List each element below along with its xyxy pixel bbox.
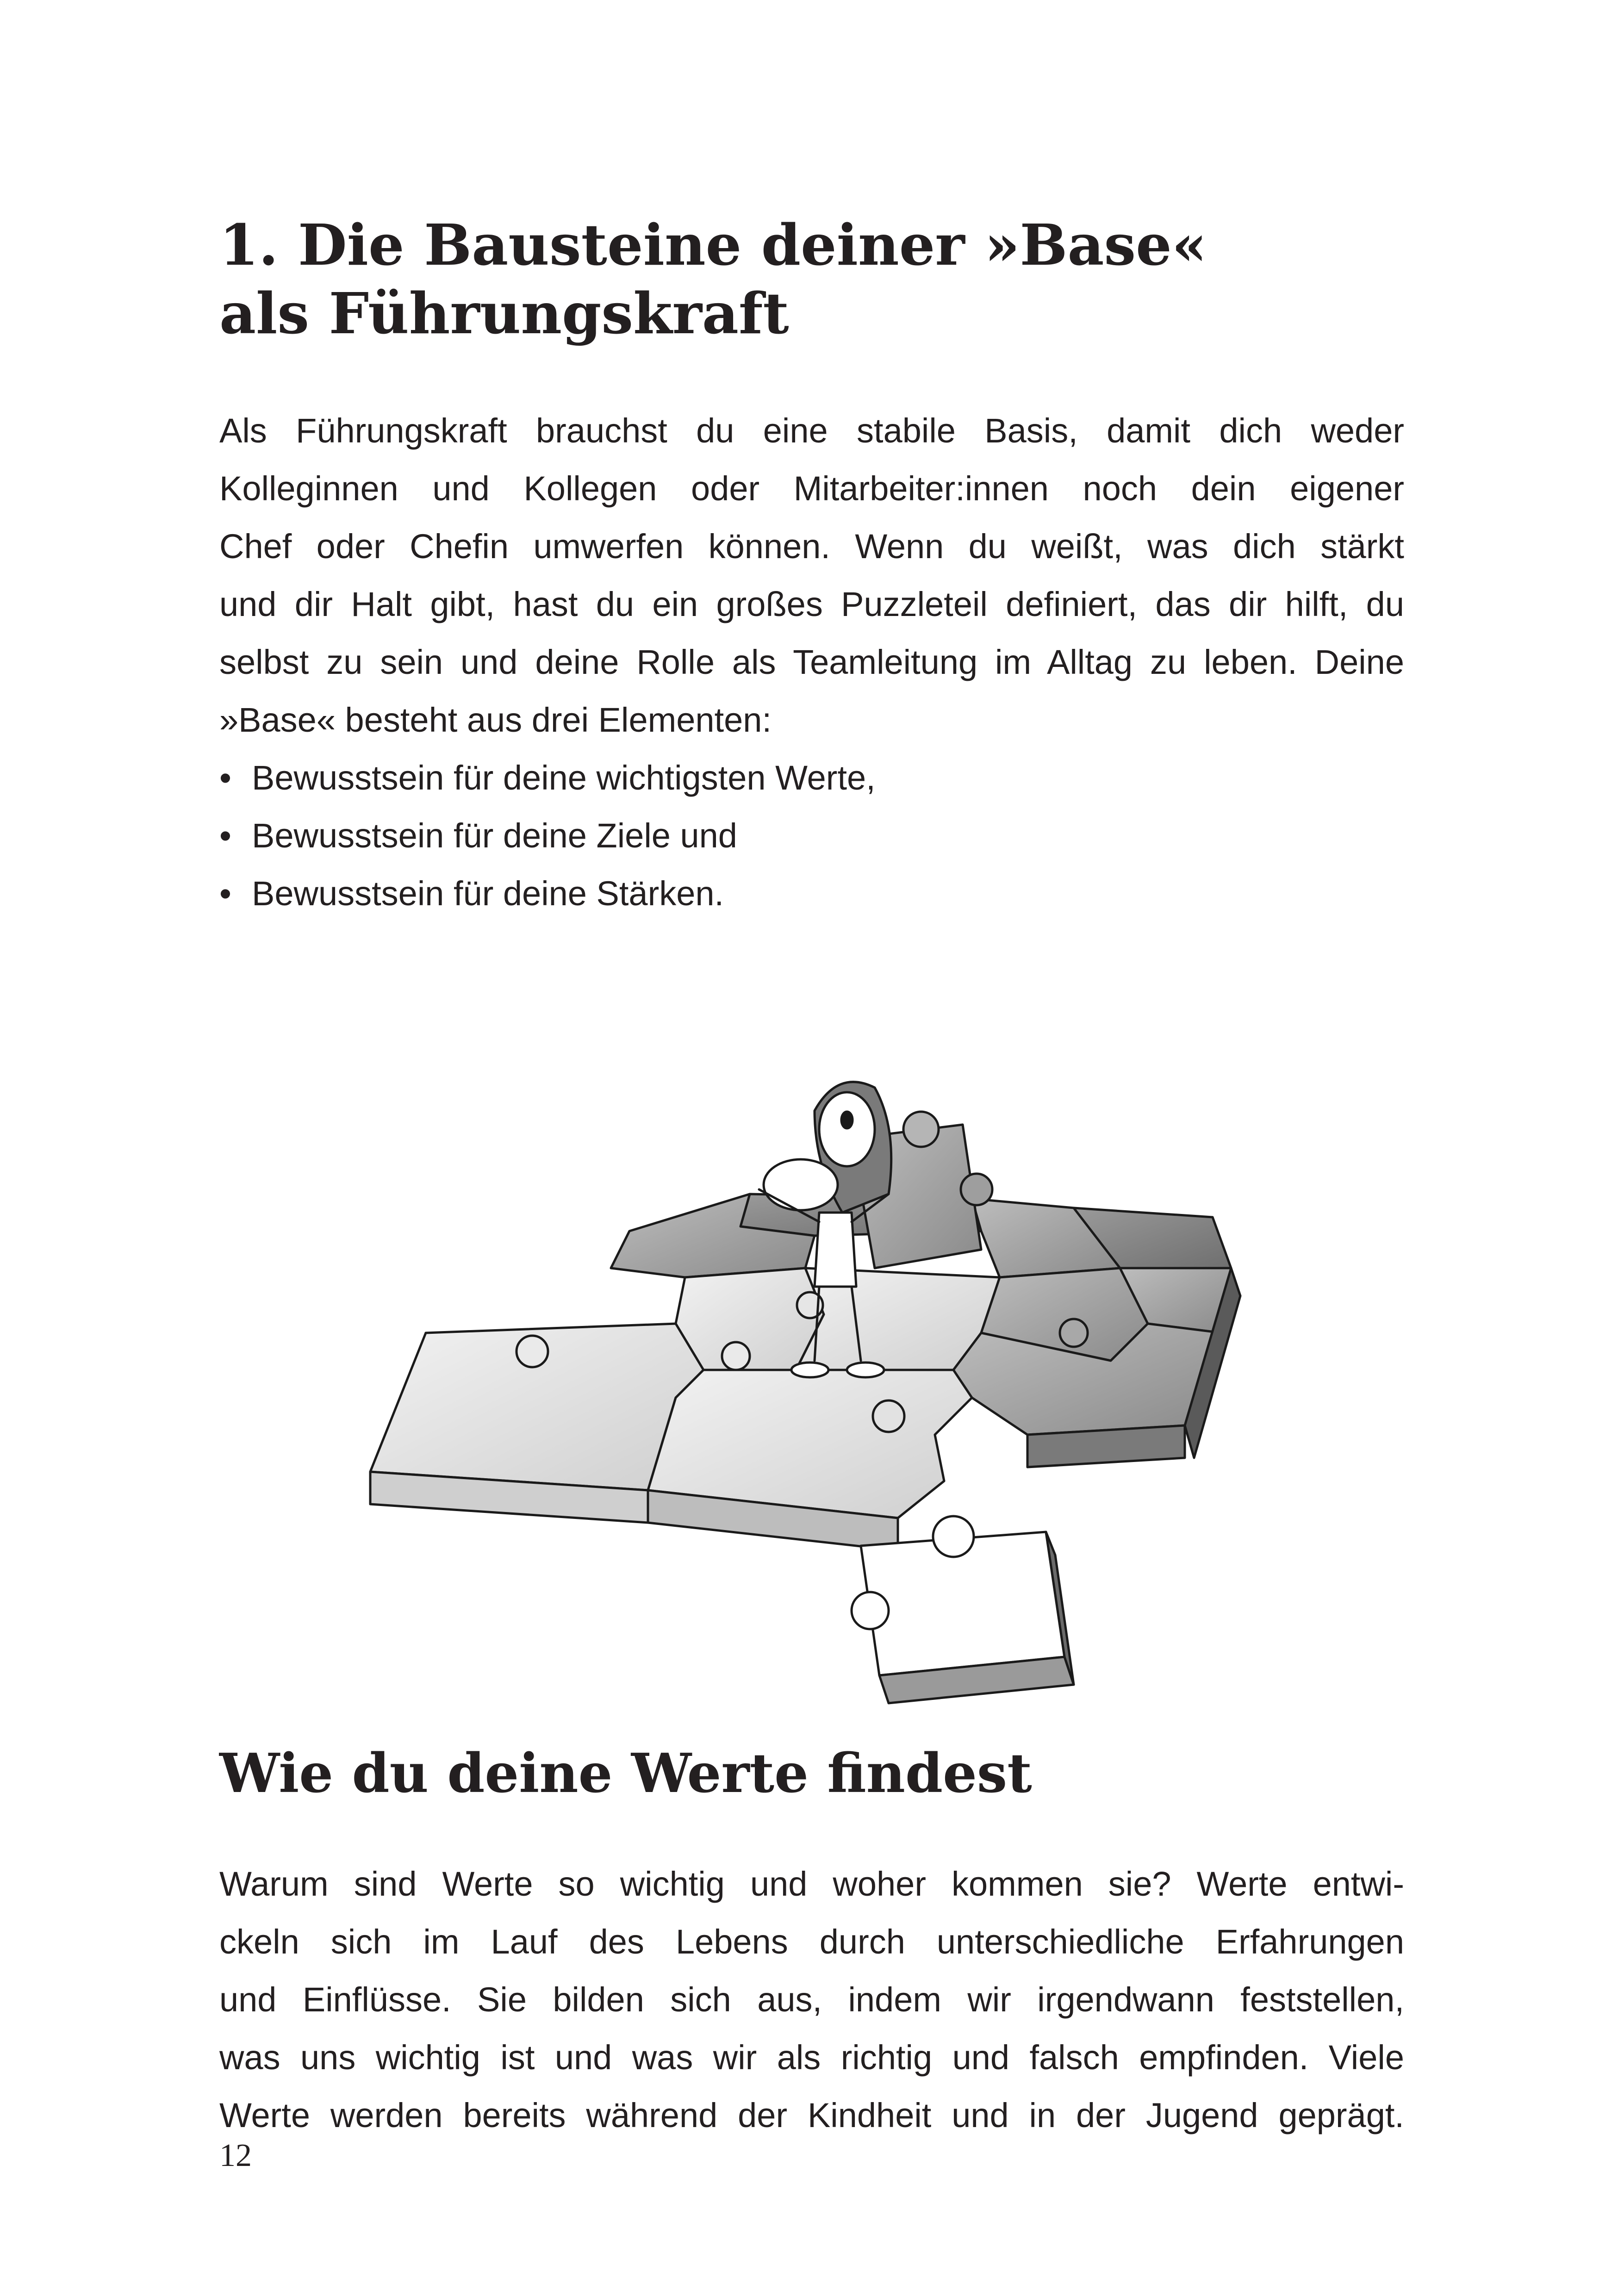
section-line: Warum sind Werte so wichtig und woher kommen sie? Werte entwi- <box>219 1865 1404 1903</box>
section-line: was uns wichtig ist und was wir als richtig und falsch empfinden. Viele <box>219 2038 1404 2077</box>
puzzle-knob <box>722 1342 750 1370</box>
puzzle-knob <box>873 1400 904 1432</box>
bullet-item: • Bewusstsein für deine Ziele und <box>219 807 1404 865</box>
figure-shoe <box>791 1363 828 1377</box>
section-paragraph <box>219 1855 1404 2144</box>
page-number: 12 <box>219 2138 252 2173</box>
figure-nose <box>764 1159 838 1210</box>
intro-line: Als Führungskraft brauchst du eine stabile Basis, damit dich weder <box>219 411 1404 450</box>
puzzle-knob <box>517 1336 548 1367</box>
section-line: und Einflüsse. Sie bilden sich aus, indem wir irgendwann feststellen, <box>219 1980 1404 2019</box>
figure-body <box>815 1213 856 1287</box>
bullet-list <box>219 749 1404 922</box>
chapter-title <box>219 211 1423 348</box>
intro-line: und dir Halt gibt, hast du ein großes Puzzleteil definiert, das dir hilft, du <box>219 585 1404 623</box>
section-title: Wie du deine Werte findest <box>219 1742 1032 1805</box>
puzzle-knob <box>1060 1319 1088 1347</box>
intro-paragraph <box>219 402 1404 922</box>
loose-puzzle-piece <box>852 1516 1074 1703</box>
section-line: ckeln sich im Lauf des Lebens durch unterschiedliche Erfahrungen <box>219 1923 1404 1961</box>
intro-line: Chef oder Chefin umwerfen können. Wenn du weißt, was dich stärkt <box>219 527 1404 566</box>
intro-line: Kolleginnen und Kollegen oder Mitarbeiter:innen noch dein eigener <box>219 469 1404 508</box>
chapter-title-line-2: als Führungskraft <box>219 280 789 347</box>
bullet-item: • Bewusstsein für deine Stärken. <box>219 865 1404 922</box>
chapter-title-line-1: 1. Die Bausteine deiner »Base« <box>219 212 1207 278</box>
section-line: Werte werden bereits während der Kindheit und in der Jugend geprägt. <box>219 2096 1404 2134</box>
bullet-item: • Bewusstsein für deine wichtigsten Werte, <box>219 749 1404 807</box>
figure-shoe <box>847 1363 884 1377</box>
puzzle-figure-illustration <box>352 1074 1287 1712</box>
intro-line: selbst zu sein und deine Rolle als Teamleitung im Alltag zu leben. Deine <box>219 643 1404 681</box>
intro-line: »Base« besteht aus drei Elementen: <box>219 701 772 739</box>
